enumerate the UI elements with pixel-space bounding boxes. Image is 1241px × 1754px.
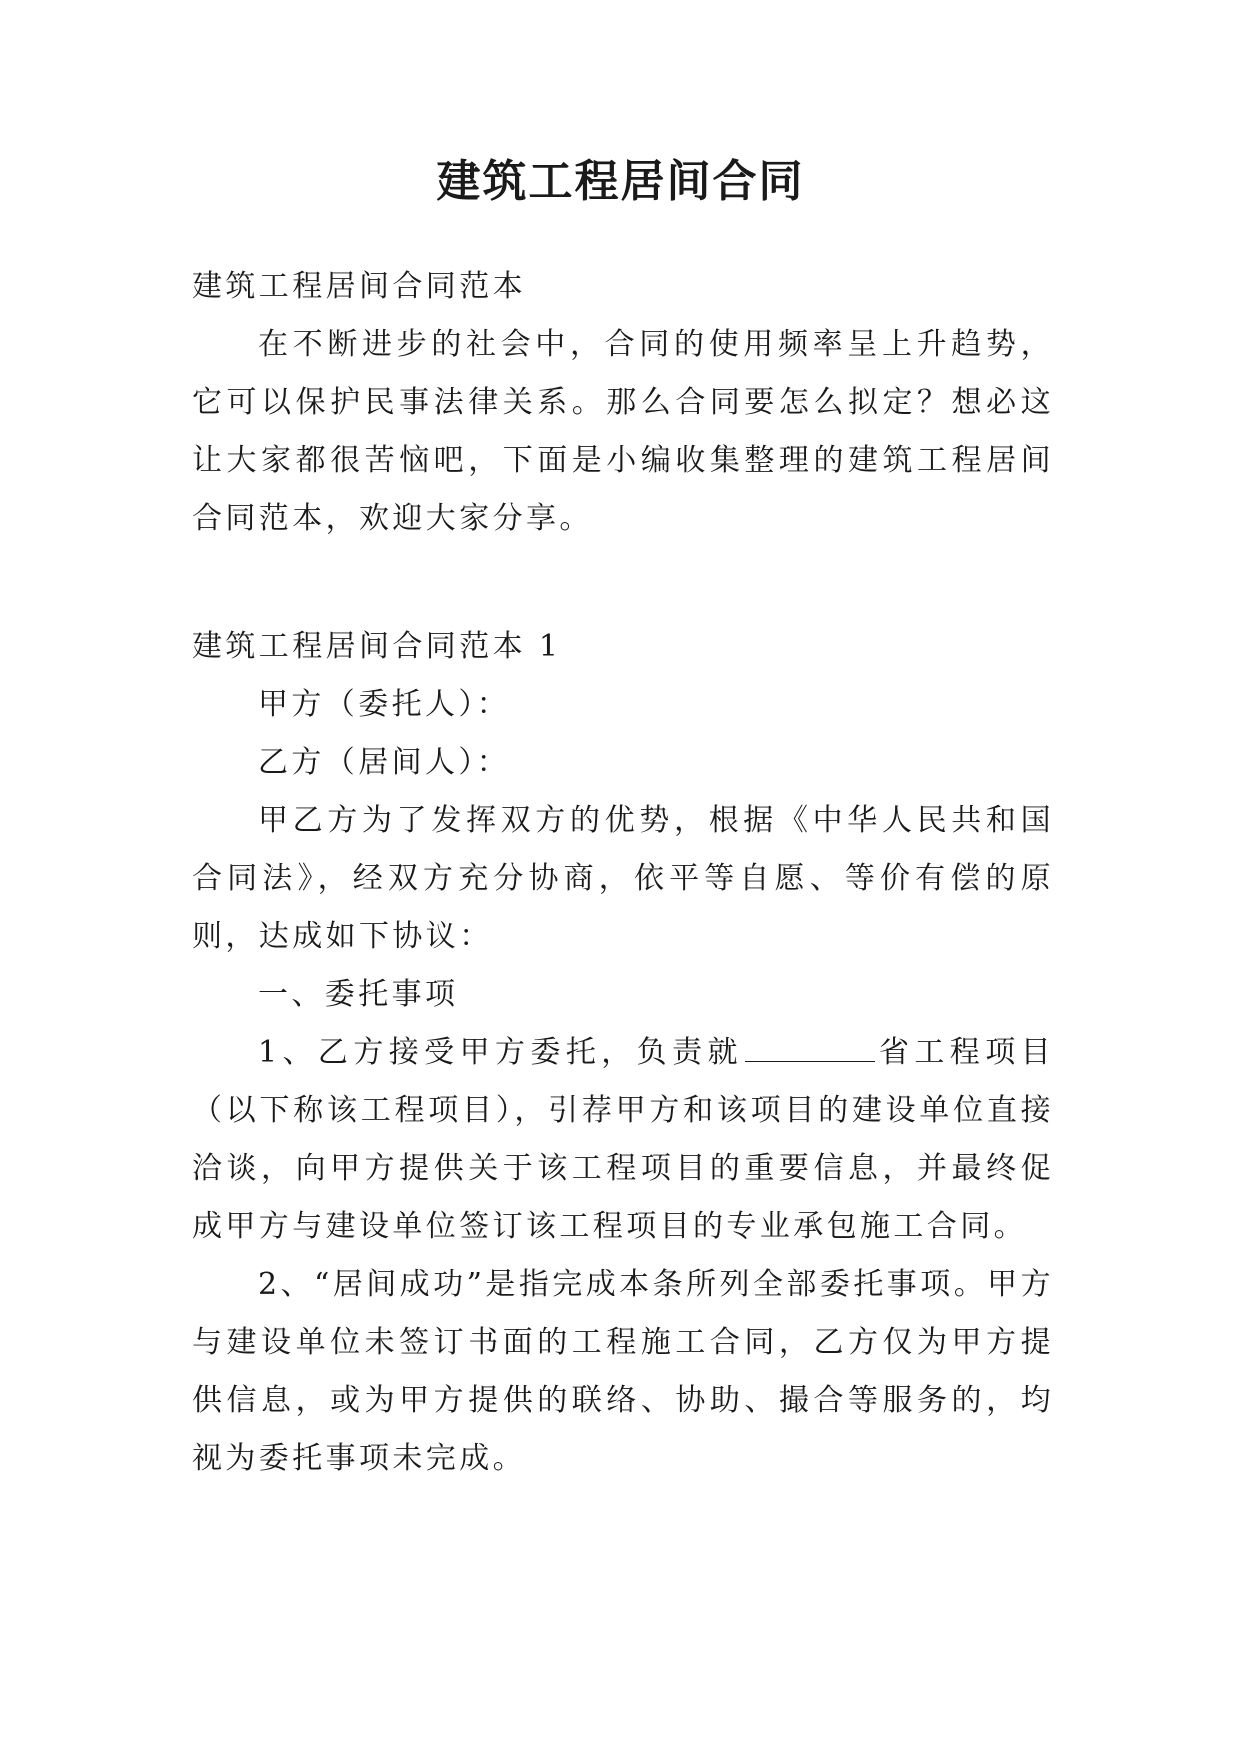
clause-1-paragraph xyxy=(192,1024,1054,1256)
party-a-line: 甲方（委托人）： xyxy=(258,687,511,722)
article-one-heading: 一、委托事项 xyxy=(258,977,459,1012)
clause-2-paragraph: 2、“居间成功”是指完成本条所列全部委托事项。甲方与建设单位未签订书面的工程施工合同，乙方仅为甲方提供信息，或为甲方提供的联络、协助、撮合等服务的，均视为委托事项未完成。 xyxy=(192,1267,1054,1476)
document-title: 建筑工程居间合同 xyxy=(436,156,805,207)
preamble-paragraph: 甲乙方为了发挥双方的优势，根据《中华人民共和国合同法》，经双方充分协商，依平等自愿、等价有偿的原则，达成如下协议： xyxy=(192,803,1054,954)
party-b-line: 乙方（居间人）： xyxy=(258,745,511,780)
clause-1-text-start: 1、乙方接受甲方委托，负责就 xyxy=(258,1035,743,1070)
province-blank-field xyxy=(745,1027,875,1062)
clause-1-text-end: 省工程项目（以下称该工程项目），引荐甲方和该项目的建设单位直接洽谈，向甲方提供关于该工程项目的重要信息，并最终促成甲方与建设单位签订该工程项目的专业承包施工合同。 xyxy=(192,1035,1055,1244)
document-subtitle: 建筑工程居间合同范本 xyxy=(192,269,526,304)
intro-paragraph: 在不断进步的社会中，合同的使用频率呈上升趋势，它可以保护民事法律关系。那么合同要怎么拟定？想必这让大家都很苦恼吧，下面是小编收集整理的建筑工程居间合同范本，欢迎大家分享。 xyxy=(192,327,1054,536)
section-heading: 建筑工程居间合同范本 1 xyxy=(192,629,562,664)
